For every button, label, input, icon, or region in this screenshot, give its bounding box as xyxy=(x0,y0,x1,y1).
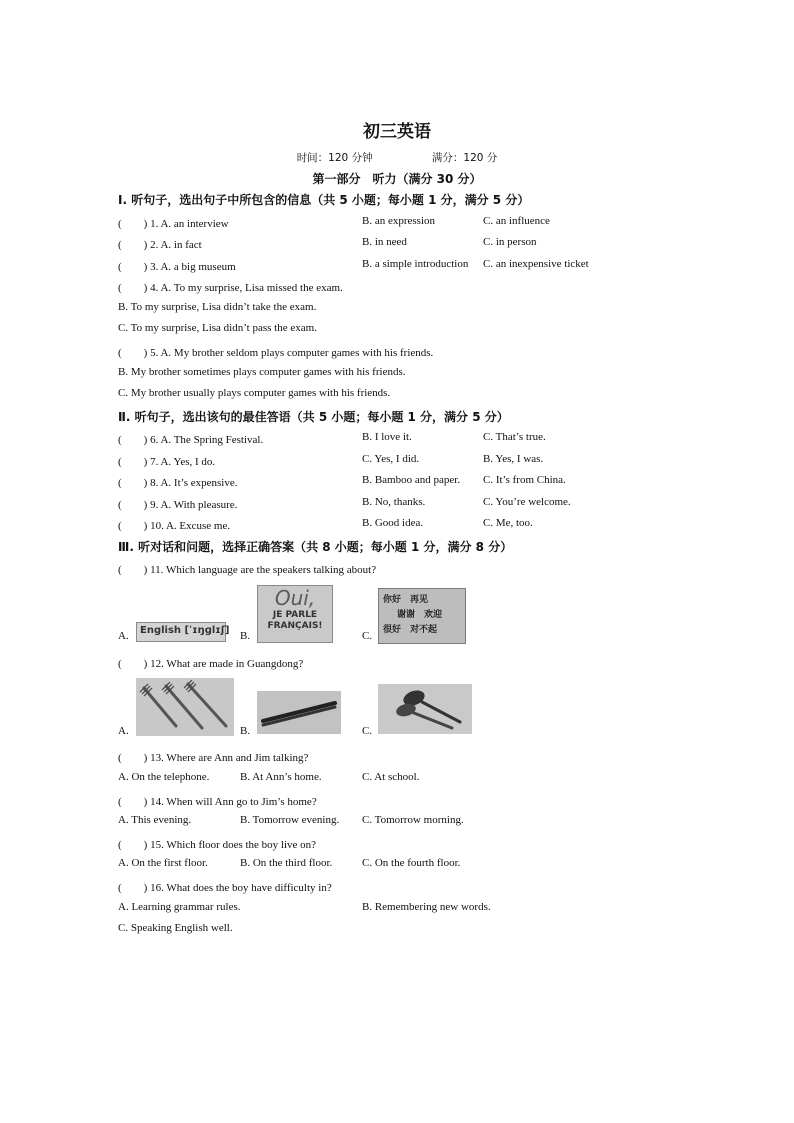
q9-option-b: B. No, thanks. xyxy=(362,496,426,508)
section-2-heading: Ⅱ. 听句子，选出该句的最佳答语（共 5 小题；每小题 1 分，满分 5 分） xyxy=(118,410,509,424)
section-3-heading: Ⅲ. 听对话和问题，选择正确答案（共 8 小题；每小题 1 分，满分 8 分） xyxy=(118,540,513,554)
q5-option-a: ( ) 5. A. My brother seldom plays computer games with his friends. xyxy=(118,347,434,359)
spoons-icon xyxy=(378,684,472,734)
q16-option-c: C. Speaking English well. xyxy=(118,922,233,934)
full-score: 满分：120 分 xyxy=(431,152,498,164)
q14-option-a: A. This evening. xyxy=(118,814,192,826)
french-phrase-image xyxy=(257,585,333,643)
q15-option-a: A. On the first floor. xyxy=(118,857,208,869)
spoons-image xyxy=(378,684,472,734)
q11-label-a: A. xyxy=(118,630,129,642)
q14-option-c: C. Tomorrow morning. xyxy=(362,814,464,826)
q3-option-b: B. a simple introduction xyxy=(362,258,469,270)
q1-option-b: B. an expression xyxy=(362,215,436,227)
q6-option-a: ( ) 6. A. The Spring Festival. xyxy=(118,434,264,446)
q15-question: ( ) 15. Which floor does the boy live on? xyxy=(118,839,317,851)
french-line-1: JE PARLE xyxy=(272,610,318,620)
chinese-words-image xyxy=(378,588,466,644)
q12-question: ( ) 12. What are made in Guangdong? xyxy=(118,658,304,670)
q8-option-a: ( ) 8. A. It’s expensive. xyxy=(118,477,238,489)
chopsticks-image xyxy=(257,691,341,734)
q15-option-c: C. On the fourth floor. xyxy=(362,857,461,869)
q13-question: ( ) 13. Where are Ann and Jim talking? xyxy=(118,752,309,764)
q14-option-b: B. Tomorrow evening. xyxy=(240,814,340,826)
chopsticks-icon xyxy=(257,691,341,734)
q16-option-a: A. Learning grammar rules. xyxy=(118,901,241,913)
part-one-heading: 第一部分 听力（满分 30 分） xyxy=(312,172,482,186)
q8-option-b: B. Bamboo and paper. xyxy=(362,474,461,486)
q10-option-a: ( ) 10. A. Excuse me. xyxy=(118,520,231,532)
q9-option-a: ( ) 9. A. With pleasure. xyxy=(118,499,238,511)
forks-icon xyxy=(136,678,234,736)
q11-label-c: C. xyxy=(362,630,373,642)
q11-label-b: B. xyxy=(240,630,251,642)
q13-option-a: A. On the telephone. xyxy=(118,771,210,783)
english-word-image xyxy=(136,622,230,642)
q4-option-b: B. To my surprise, Lisa didn’t take the exam. xyxy=(118,301,317,313)
q9-option-c: C. You’re welcome. xyxy=(483,496,571,508)
q7-option-c: B. Yes, I was. xyxy=(483,453,544,465)
forks-image xyxy=(136,678,234,736)
exam-meta xyxy=(0,150,794,165)
q16-option-b: B. Remembering new words. xyxy=(362,901,491,913)
q2-option-c: C. in person xyxy=(483,236,537,248)
french-line-2: FRANÇAIS! xyxy=(267,621,323,631)
q1-option-c: C. an influence xyxy=(483,215,550,227)
q13-option-b: B. At Ann’s home. xyxy=(240,771,322,783)
q5-option-b: B. My brother sometimes plays computer games with his friends. xyxy=(118,366,406,378)
english-word-text: English [ˈɪŋɡlɪʃ] xyxy=(140,625,230,636)
section-1-heading: Ⅰ. 听句子，选出句子中所包含的信息（共 5 小题；每小题 1 分，满分 5 分） xyxy=(118,193,530,207)
chinese-line-2: 谢谢 欢迎 xyxy=(397,610,443,620)
q10-option-c: C. Me, too. xyxy=(483,517,533,529)
q2-option-b: B. in need xyxy=(362,236,407,248)
q14-question: ( ) 14. When will Ann go to Jim’s home? xyxy=(118,796,317,808)
q16-question: ( ) 16. What does the boy have difficulty in? xyxy=(118,882,332,894)
q8-option-c: C. It’s from China. xyxy=(483,474,566,486)
q13-option-c: C. At school. xyxy=(362,771,420,783)
q3-option-c: C. an inexpensive ticket xyxy=(483,258,589,270)
q12-label-c: C. xyxy=(362,725,373,737)
chinese-line-1: 你好 再见 xyxy=(383,595,429,605)
q7-option-b: C. Yes, I did. xyxy=(362,453,420,465)
q11-question: ( ) 11. Which language are the speakers talking about? xyxy=(118,564,377,576)
q1-option-a: ( ) 1. A. an interview xyxy=(118,218,229,230)
q10-option-b: B. Good idea. xyxy=(362,517,424,529)
french-oui-text: Oui, xyxy=(274,586,316,610)
q12-label-b: B. xyxy=(240,725,251,737)
q3-option-a: ( ) 3. A. a big museum xyxy=(118,261,236,273)
q7-option-a: ( ) 7. A. Yes, I do. xyxy=(118,456,216,468)
time-limit: 时间：120 分钟 xyxy=(296,152,373,164)
q12-label-a: A. xyxy=(118,725,129,737)
chinese-line-3: 很好 对不起 xyxy=(383,625,438,635)
page-title: 初三英语 xyxy=(363,122,431,142)
q6-option-c: C. That’s true. xyxy=(483,431,546,443)
q4-option-c: C. To my surprise, Lisa didn’t pass the exam. xyxy=(118,322,317,334)
q15-option-b: B. On the third floor. xyxy=(240,857,333,869)
q2-option-a: ( ) 2. A. in fact xyxy=(118,239,202,251)
q6-option-b: B. I love it. xyxy=(362,431,412,443)
q4-option-a: ( ) 4. A. To my surprise, Lisa missed the exam. xyxy=(118,282,343,294)
q5-option-c: C. My brother usually plays computer games with his friends. xyxy=(118,387,391,399)
